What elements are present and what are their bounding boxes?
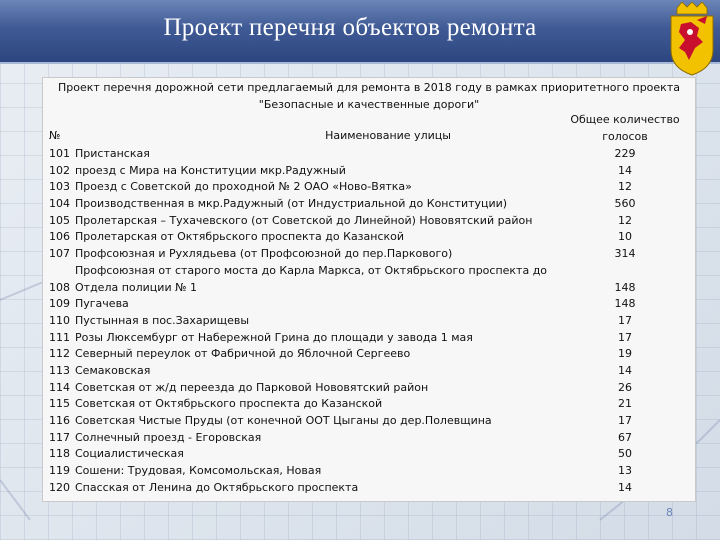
row-street-name: проезд с Мира на Конституции мкр.Радужный xyxy=(75,163,346,177)
row-number: 102 xyxy=(49,163,70,177)
row-votes: 148 xyxy=(614,297,636,311)
row-street-name: Советская Чистые Пруды (от конечной ООТ Цыганы до дер.Полевщина xyxy=(75,414,492,428)
row-street-name: Спасская от Ленина до Октябрьского проспекта xyxy=(75,480,359,494)
row-votes: 17 xyxy=(618,313,632,327)
row-votes: 10 xyxy=(618,230,632,244)
row-number: 101 xyxy=(49,147,70,160)
row-street-name: Советская от ж/д переезда до Парковой Нововятский район xyxy=(75,380,429,394)
repair-list-table xyxy=(42,77,696,502)
table-body xyxy=(43,146,695,496)
row-votes: 12 xyxy=(618,180,632,194)
table-row xyxy=(43,396,695,413)
kirov-coat-of-arms-icon xyxy=(667,2,717,76)
row-street-name: Пугачева xyxy=(75,297,129,311)
table-row xyxy=(43,246,695,263)
table-row xyxy=(43,229,695,246)
row-street-name: Пролетарская – Тухачевского (от Советской до Линейной) Нововятский район xyxy=(75,213,533,227)
page-number: 8 xyxy=(666,506,673,519)
row-number: 111 xyxy=(49,330,70,344)
row-number: 109 xyxy=(49,297,70,311)
row-number: 115 xyxy=(49,397,70,411)
row-votes: 14 xyxy=(618,480,632,494)
row-votes: 19 xyxy=(618,347,632,361)
row-votes: 14 xyxy=(618,163,632,177)
row-number: 105 xyxy=(49,213,70,227)
row-votes: 50 xyxy=(618,447,632,461)
table-row xyxy=(43,480,695,497)
row-street-name: Пролетарская от Октябрьского проспекта до Казанской xyxy=(75,230,405,244)
table-row xyxy=(43,430,695,447)
row-votes: 13 xyxy=(618,464,632,478)
row-votes: 314 xyxy=(614,247,636,261)
column-header-street: Наименование улицы xyxy=(325,129,451,142)
row-street-name: Пристанская xyxy=(75,147,150,160)
row-street-name: Розы Люксембург от Набережной Грина до площади у завода 1 мая xyxy=(75,330,473,344)
row-street-name: Профсоюзная от старого моста до Карла Маркса, от Октябрьского проспекта до Отдела полиции № 1 xyxy=(75,263,548,294)
row-street-name: Проезд с Советской до проходной № 2 ОАО «Ново-Вятка» xyxy=(75,180,412,194)
row-votes: 17 xyxy=(618,330,632,344)
row-votes: 17 xyxy=(618,414,632,428)
row-street-name: Солнечный проезд - Егоровская xyxy=(75,430,262,444)
row-votes: 67 xyxy=(618,430,632,444)
row-number: 120 xyxy=(49,480,70,494)
row-street-name: Северный переулок от Фабричной до Яблочной Сергеево xyxy=(75,347,411,361)
row-votes: 12 xyxy=(618,213,632,227)
table-row xyxy=(43,446,695,463)
slide-header xyxy=(0,0,720,64)
row-number: 118 xyxy=(49,447,70,461)
row-number: 103 xyxy=(49,180,70,194)
row-votes: 229 xyxy=(614,147,636,160)
row-number: 108 xyxy=(49,280,70,294)
table-row xyxy=(43,463,695,480)
table-row xyxy=(43,213,695,230)
table-row xyxy=(43,313,695,330)
column-header-votes xyxy=(563,111,687,145)
row-number: 112 xyxy=(49,347,70,361)
table-row xyxy=(43,296,695,313)
table-row xyxy=(43,179,695,196)
table-row xyxy=(43,363,695,380)
row-votes: 14 xyxy=(618,363,632,377)
row-street-name: Сошени: Трудовая, Комсомольская, Новая xyxy=(75,464,322,478)
column-header-number: № xyxy=(49,129,61,142)
table-caption-line1: Проект перечня дорожной сети предлагаемый для ремонта в 2018 году в рамках приоритетного проекта xyxy=(58,81,680,94)
table-row xyxy=(43,146,695,163)
row-number: 119 xyxy=(49,464,70,478)
table-caption xyxy=(43,79,695,113)
row-votes: 21 xyxy=(618,397,632,411)
row-street-name: Пустынная в пос.Захарищевы xyxy=(75,313,250,327)
row-street-name: Профсоюзная и Рухлядьева (от Профсоюзной до пер.Паркового) xyxy=(75,247,453,261)
table-row xyxy=(43,413,695,430)
row-street-name: Семаковская xyxy=(75,363,151,377)
column-header-votes-line2: голосов xyxy=(602,130,648,143)
row-street-name: Производственная в мкр.Радужный (от Индустриальной до Конституции) xyxy=(75,197,508,211)
row-number: 104 xyxy=(49,197,70,211)
table-row xyxy=(43,196,695,213)
table-row xyxy=(43,330,695,347)
table-row xyxy=(43,263,695,296)
table-row xyxy=(43,163,695,180)
row-street-name: Советская от Октябрьского проспекта до Казанской xyxy=(75,397,383,411)
row-number: 107 xyxy=(49,247,70,261)
table-row xyxy=(43,346,695,363)
row-votes: 26 xyxy=(618,380,632,394)
row-street-name: Социалистическая xyxy=(75,447,184,461)
row-votes: 148 xyxy=(614,280,636,294)
table-caption-line2: "Безопасные и качественные дороги" xyxy=(258,98,480,111)
row-number: 116 xyxy=(49,414,70,428)
column-header-votes-line1: Общее количество xyxy=(570,113,680,126)
slide-title: Проект перечня объектов ремонта xyxy=(163,14,537,41)
row-number: 117 xyxy=(49,430,70,444)
row-number: 110 xyxy=(49,313,70,327)
row-number: 106 xyxy=(49,230,70,244)
row-number: 114 xyxy=(49,380,70,394)
row-number: 113 xyxy=(49,363,70,377)
table-row xyxy=(43,380,695,397)
row-votes: 560 xyxy=(614,197,636,211)
